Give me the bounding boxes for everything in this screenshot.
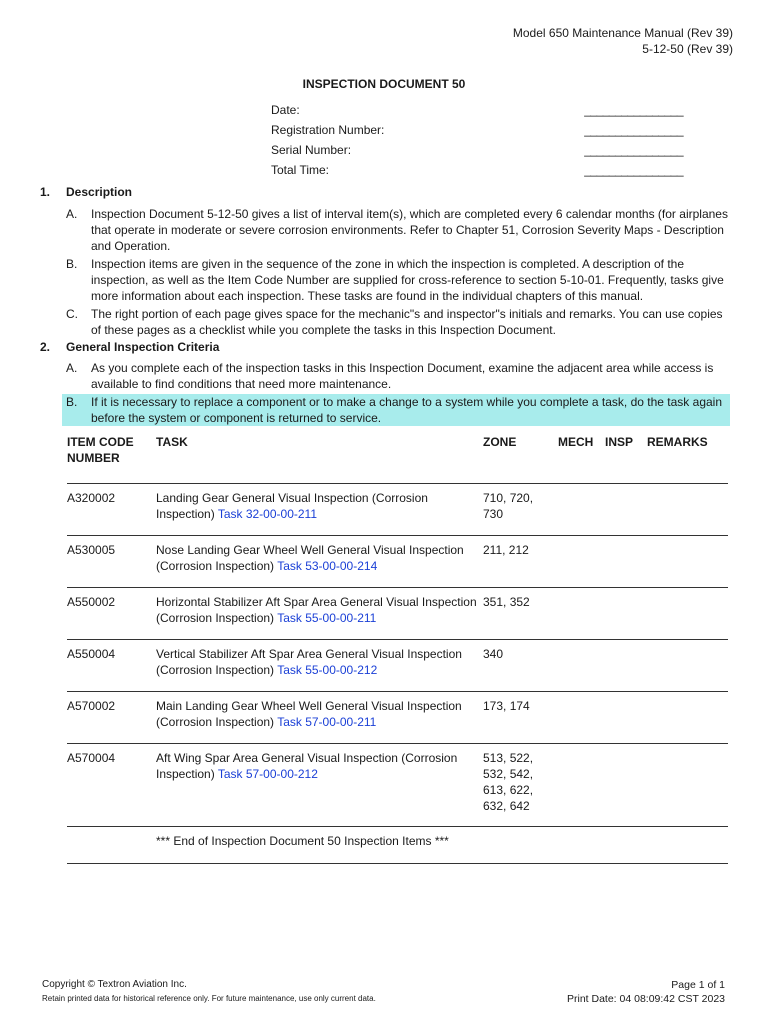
item-code: A570002 (67, 699, 116, 713)
paragraph-text: If it is necessary to replace a component or to make a change to a system while you complete a task, do the task again before the system or component is returned to service. (91, 395, 723, 425)
table-row (67, 484, 728, 536)
table-row (67, 692, 728, 744)
date-field (271, 102, 683, 122)
paragraph-letter: A. (66, 207, 78, 221)
task-link[interactable]: Task 55-00-00-211 (277, 611, 377, 625)
task-link[interactable]: Task 32-00-00-211 (217, 507, 317, 521)
task-cell (156, 698, 482, 730)
paragraph (40, 256, 730, 304)
table-row (67, 640, 728, 692)
item-code: A570004 (67, 751, 116, 765)
header-mech: MECH (558, 435, 594, 449)
paragraph-letter: B. (66, 395, 78, 409)
copyright: Copyright © Textron Aviation Inc. (42, 979, 187, 990)
paragraph-text: The right portion of each page gives space for the mechanic"s and inspector"s initials and remarks. You can use copies of these pages as a checklist while you complete the tasks in this Inspection Document. (91, 307, 723, 337)
task-cell (156, 750, 482, 782)
page-header (513, 25, 733, 57)
footer-left (42, 978, 376, 1006)
field-blank: ________________ (584, 103, 683, 117)
field-blank: ________________ (584, 143, 683, 157)
end-of-items-note: *** End of Inspection Document 50 Inspection Items *** (156, 834, 449, 848)
task-cell (156, 594, 482, 626)
table-row (67, 536, 728, 588)
section-title: Description (66, 185, 133, 199)
field-blank: ________________ (584, 163, 683, 177)
paragraph-highlighted (62, 394, 730, 426)
field-label: Total Time: (271, 163, 330, 177)
zone: 173, 174 (483, 699, 530, 713)
serial-number-field (271, 142, 683, 162)
task-description: Vertical Stabilizer Aft Spar Area General Visual Inspection (Corrosion Inspection) (156, 647, 462, 677)
item-code: A530005 (67, 543, 116, 557)
table-header (67, 432, 728, 484)
field-label: Registration Number: (271, 123, 385, 137)
item-code: A550004 (67, 647, 116, 661)
table-row (67, 744, 728, 827)
retain-note: Retain printed data for historical reference only. For future maintenance, use only current data. (42, 994, 376, 1003)
section-number: 1. (40, 185, 51, 199)
section-title: General Inspection Criteria (66, 340, 220, 354)
task-description: Horizontal Stabilizer Aft Spar Area General Visual Inspection (Corrosion Inspection) (156, 595, 477, 625)
task-link[interactable]: Task 55-00-00-212 (277, 663, 378, 677)
paragraph-text: Inspection Document 5-12-50 gives a list of interval item(s), which are completed every 6 calendar months (for airplanes that operate in moderate or severe corrosion environments. Refer to Chapter 51, Corrosion Severity Maps - Description and Operation. (91, 207, 728, 253)
section-number: 2. (40, 340, 51, 354)
section-heading (40, 184, 730, 202)
header-task: TASK (156, 435, 188, 449)
header-remarks: REMARKS (647, 435, 708, 449)
paragraph (40, 206, 730, 254)
section-description (40, 184, 730, 340)
task-cell (156, 646, 482, 678)
task-description: Aft Wing Spar Area General Visual Inspection (Corrosion Inspection) (156, 751, 458, 781)
paragraph (40, 360, 730, 392)
header-zone: ZONE (483, 435, 517, 449)
zone: 351, 352 (483, 595, 530, 609)
registration-number-field (271, 122, 683, 142)
header-item-code-line2: NUMBER (67, 451, 120, 465)
manual-title: Model 650 Maintenance Manual (Rev 39) (512, 26, 733, 40)
zone: 513, 522, 532, 542, 613, 622, 632, 642 (483, 751, 534, 813)
paragraph-letter: C. (66, 307, 78, 321)
paragraph-text: As you complete each of the inspection tasks in this Inspection Document, examine the adjacent area while access is available to find conditions that need more maintenance. (91, 361, 714, 391)
paragraph (40, 306, 730, 338)
paragraph-letter: B. (66, 257, 78, 271)
task-description: Landing Gear General Visual Inspection (Corrosion Inspection) (156, 491, 428, 521)
task-description: Main Landing Gear Wheel Well General Visual Inspection (Corrosion Inspection) (156, 699, 462, 729)
field-blank: ________________ (584, 123, 683, 137)
footer-right (567, 978, 725, 1006)
zone: 211, 212 (483, 543, 529, 557)
header-item-code (67, 434, 157, 466)
task-cell (156, 490, 482, 522)
zone: 340 (483, 647, 504, 661)
header-item-code-line1: ITEM CODE (67, 435, 134, 449)
field-label: Serial Number: (271, 143, 352, 157)
inspection-items-table (67, 432, 728, 864)
task-link[interactable]: Task 57-00-00-212 (217, 767, 318, 781)
paragraph-text: Inspection items are given in the sequence of the zone in which the inspection is completed. A description of the inspection, as well as the Item Code Number are supplied for cross-reference to section 5-10-01. Frequently, tasks give more information about each inspection. These tasks are found in the individual chapters of this manual. (91, 257, 724, 303)
section-general-inspection-criteria (40, 339, 730, 428)
paragraph-letter: A. (66, 361, 78, 375)
table-row (67, 588, 728, 640)
task-cell (156, 542, 482, 574)
field-label: Date: (271, 103, 300, 117)
document-reference: 5-12-50 (Rev 39) (642, 42, 733, 56)
page-number: Page 1 of 1 (671, 979, 725, 991)
section-heading (40, 339, 730, 357)
task-description: Nose Landing Gear Wheel Well General Visual Inspection (Corrosion Inspection) (156, 543, 464, 573)
task-link[interactable]: Task 53-00-00-214 (277, 559, 378, 573)
table-end-row (67, 827, 728, 864)
zone: 710, 720, 730 (483, 491, 534, 521)
header-insp: INSP (605, 435, 634, 449)
task-link[interactable]: Task 57-00-00-211 (277, 715, 377, 729)
item-code: A320002 (67, 491, 116, 505)
document-title: INSPECTION DOCUMENT 50 (302, 77, 466, 91)
total-time-field (271, 162, 683, 182)
print-date: Print Date: 04 08:09:42 CST 2023 (567, 993, 725, 1005)
item-code: A550002 (67, 595, 116, 609)
record-fields (271, 102, 683, 182)
